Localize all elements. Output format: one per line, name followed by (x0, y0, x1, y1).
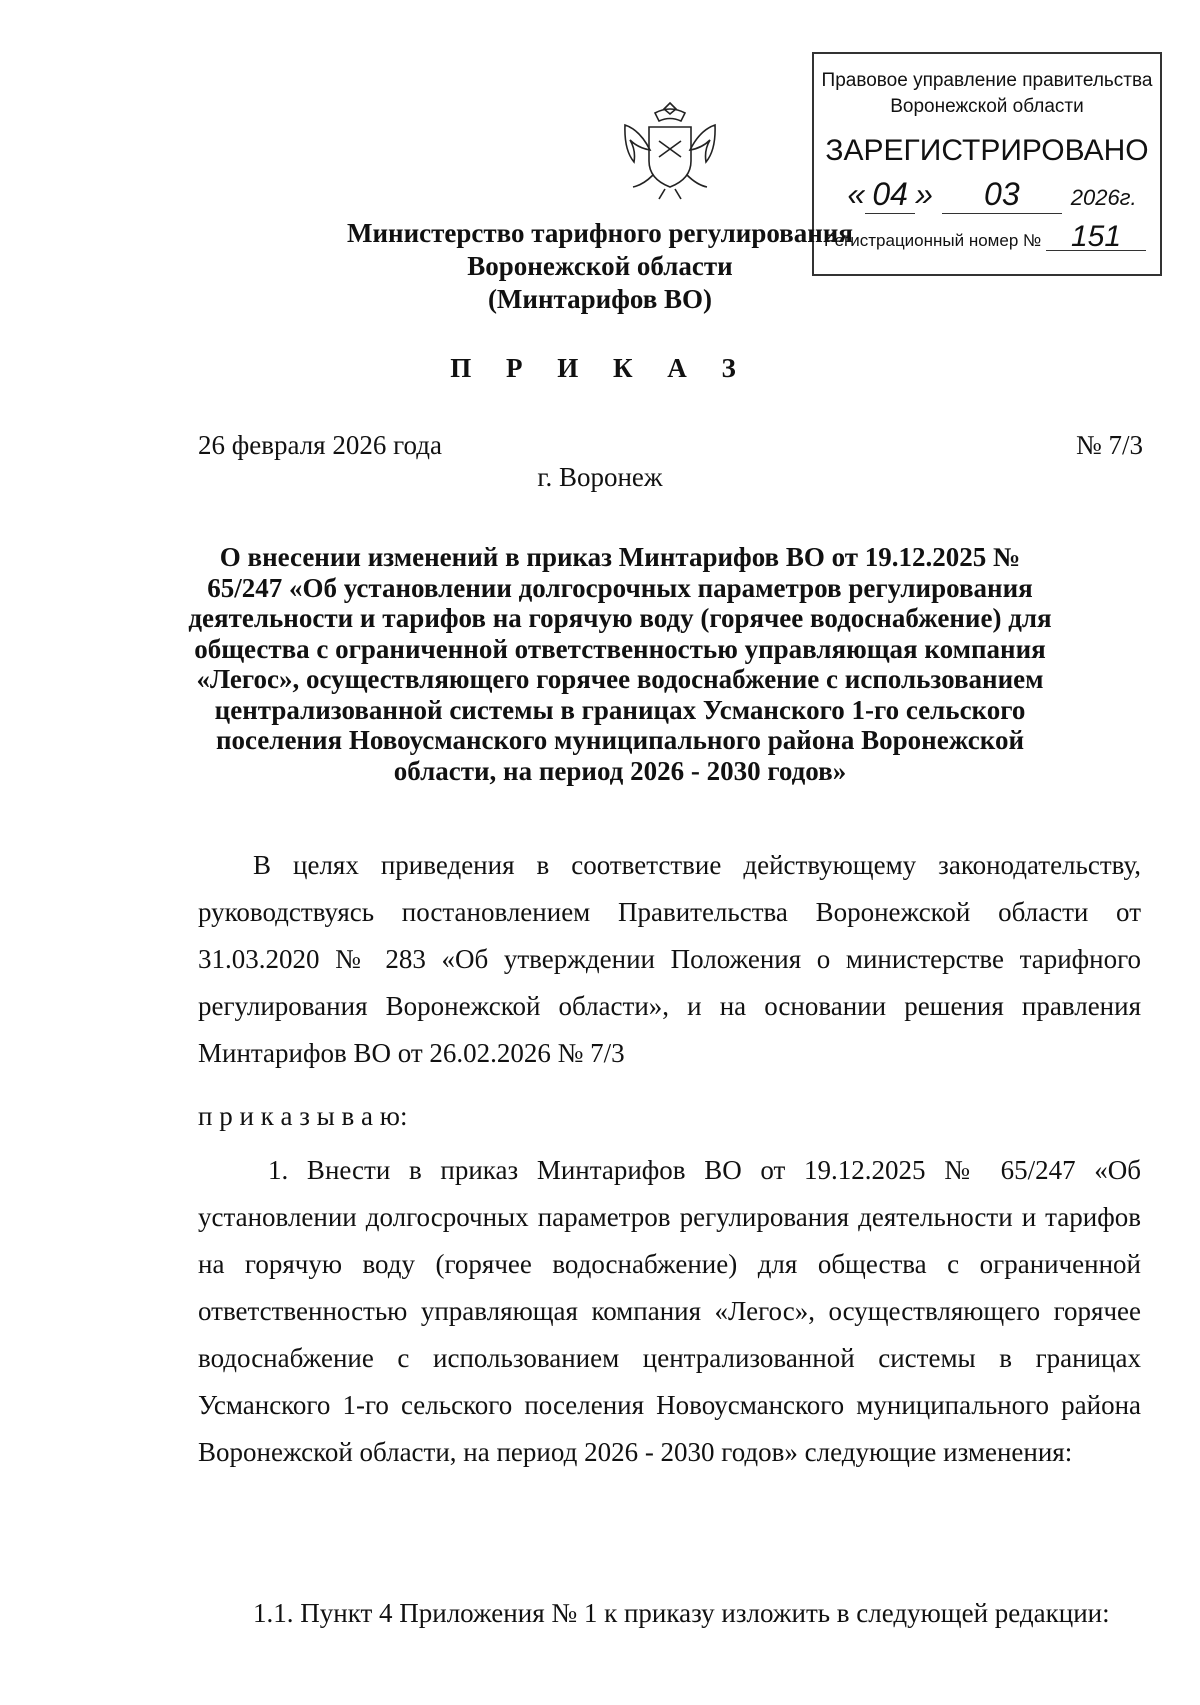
document-type-title: П Р И К А З (450, 353, 750, 383)
ministry-line1: Министерство тарифного регулирования (347, 218, 853, 248)
stamp-month: 03 (942, 176, 1062, 214)
preamble-paragraph: В целях приведения в соответствие действующему законодательству, руководствуясь постановлением Правительства Воронежской области от 31.03.2020 № 283 «Об утверждении Положения о министерстве тарифного регулирования Воронежской области», и на основании решения правления Минтарифов ВО от 26.02.2026 № 7/3 (198, 850, 1141, 1068)
ministry-line2: Воронежской области (467, 251, 733, 281)
stamp-org-line2: Воронежской области (890, 96, 1084, 117)
stamp-year: 2026г. (1070, 185, 1137, 210)
stamp-registered-label: ЗАРЕГИСТРИРОВАНО (825, 134, 1149, 167)
stamp-day: 04 (865, 176, 915, 214)
stamp-org-line1: Правовое управление правительства (821, 70, 1153, 91)
item-1-paragraph: 1. Внести в приказ Минтарифов ВО от 19.12.2025 № 65/247 «Об установлении долгосрочных параметров регулирования деятельности и тарифов на горячую воду (горячее водоснабжение) для общества с ограниченной ответственностью управляющая компания «Легос», осуществляющего горячее водоснабжение с использованием централизованной системы в границах Усманского 1-го сельского поселения Новоусманского муниципального района Воронежской области, на период 2026 - 2030 годов» следующие изменения: (198, 1155, 1141, 1467)
ministry-name (300, 217, 900, 316)
item-1-1-paragraph: 1.1. Пункт 4 Приложения № 1 к приказу изложить в следующей редакции: (253, 1598, 1110, 1628)
document-date: 26 февраля 2026 года (198, 430, 442, 460)
document-city: г. Воронеж (537, 462, 663, 492)
stamp-organization (814, 68, 1160, 120)
document-heading: О внесении изменений в приказ Минтарифов ВО от 19.12.2025 № 65/247 «Об установлении долгосрочных параметров регулирования деятельности и тарифов на горячую воду (горячее водоснабжение) для общества с ограниченной ответственностью управляющая компания «Легос», осуществляющего горячее водоснабжение с использованием централизованной системы в границах Усманского 1-го сельского поселения Новоусманского муниципального района Воронежской области, на период 2026 - 2030 годов» (188, 542, 1052, 786)
stamp-reg-label: Регистрационный номер № (824, 231, 1042, 250)
document-number: № 7/3 (1075, 430, 1143, 460)
ministry-line3: (Минтарифов ВО) (487, 284, 713, 314)
coat-of-arms-emblem (615, 95, 725, 205)
order-word: п р и к а з ы в а ю: (198, 1101, 408, 1131)
stamp-date: « 04 » 03 2026г. (847, 176, 1137, 212)
stamp-reg-number: 151 (1046, 224, 1146, 251)
